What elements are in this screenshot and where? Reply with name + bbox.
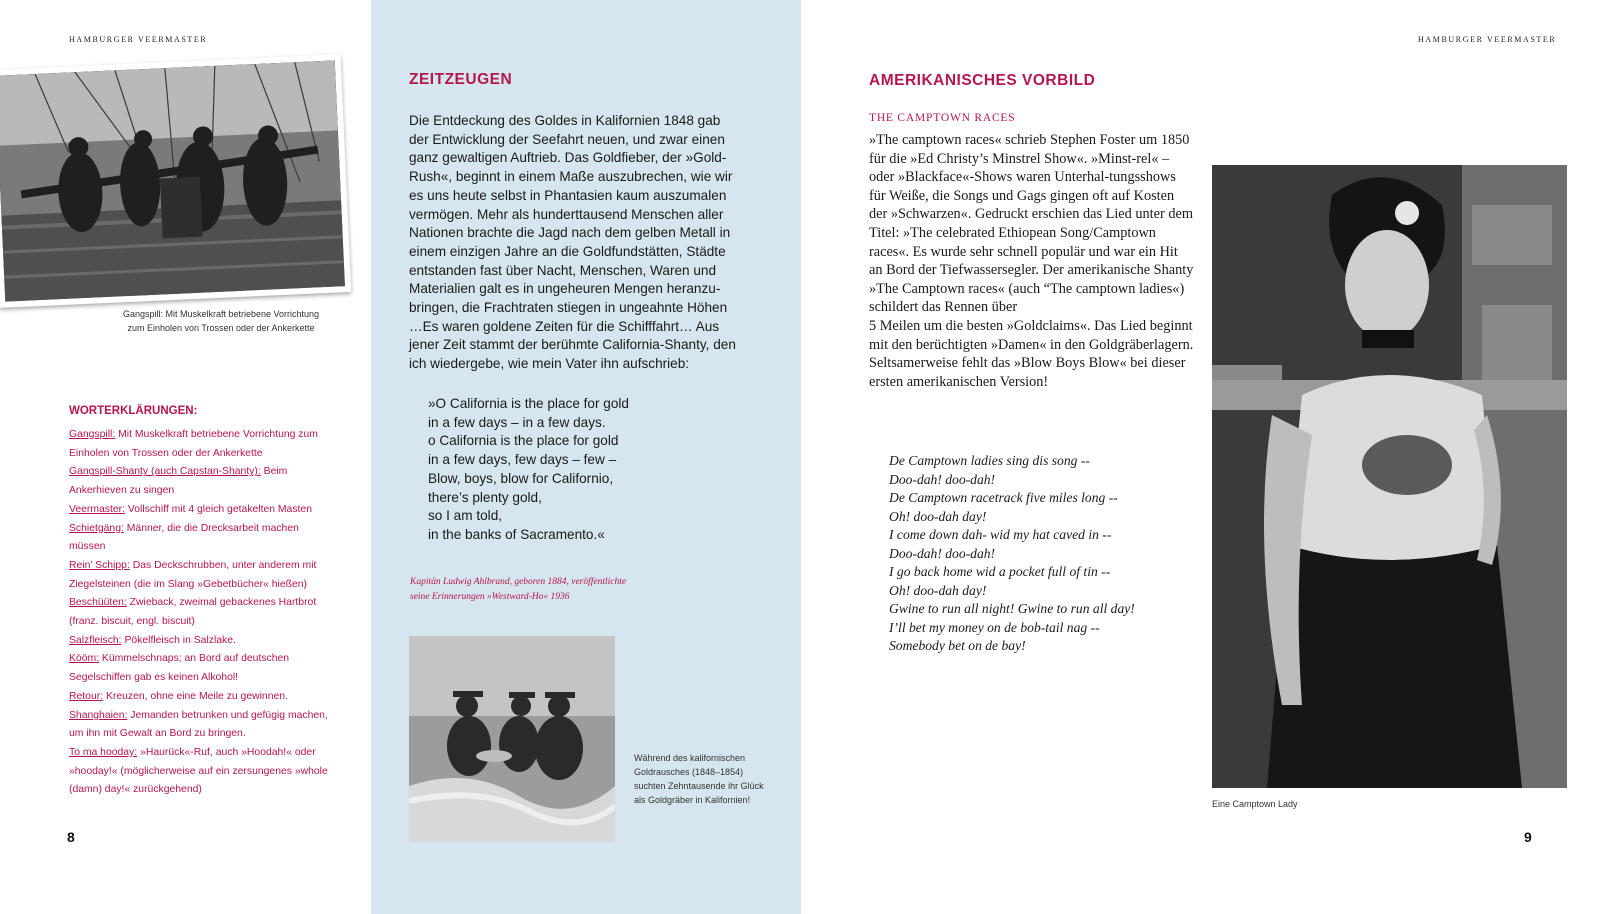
running-head-left: HAMBURGER VEERMASTER — [69, 35, 208, 44]
song-line: Oh! doo-dah day! — [889, 508, 987, 524]
song-line: I go back home wid a pocket full of tin -- — [889, 564, 1111, 579]
right-heading: AMERIKANISCHES VORBILD — [869, 72, 1096, 89]
verse-line: so I am told, — [428, 508, 503, 524]
glossary-item — [69, 594, 334, 631]
glossary-definition: Kümmelschnaps; an Bord auf deutschen Segelschiffen gab es keinen Alkohol! — [69, 653, 290, 684]
glossary-definition: Beim Ankerhieven zu singen — [69, 466, 288, 497]
glossary-definition: Männer, die die Drecksarbeit machen müssen — [69, 522, 299, 553]
song-line: Gwine to run all night! Gwine to run all day! — [889, 601, 1135, 616]
verse-line: o California is the place for gold — [428, 433, 619, 449]
glossary-item — [69, 520, 334, 557]
glossary-item — [69, 463, 334, 500]
glossary-item — [69, 632, 334, 651]
right-body-text: »The camptown races« schrieb Stephen Foster um 1850 für die »Ed Christy’s Minstrel Show«. »Minst-rel« – oder »Blackface«-Shows waren Unterhal-tungsshows für Weiße, die Songs und Gags gingen oft auf Kosten der »Schwarzen«. Gedruckt erschien das Lied unter dem Titel: »The celebrated Ethiopean Song/Camptown races«. Es wurde sehr schnell populär und war ein Hit an Bord der Tiefwassersegler. Der amerikanische Shanty »The Camptown races« (auch “The camptown ladies«) schildert das Rennen über — [869, 132, 1194, 316]
ship-deck-photo-frame — [0, 54, 351, 308]
glossary-item — [69, 744, 334, 800]
glossary-definition: Das Deckschrubben, unter anderem mit Ziegelsteinen (die im Slang »Gebetbücher« hießen) — [69, 559, 317, 590]
glossary-definition: Kreuzen, ohne eine Meile zu gewinnen. — [103, 690, 288, 702]
glossary-item — [69, 707, 334, 744]
song-line: I come down dah- wid my hat caved in -- — [889, 527, 1112, 542]
glossary-term: Beschüüten: — [69, 597, 127, 609]
glossary-list — [69, 426, 334, 800]
camptown-lady-photo — [1212, 165, 1567, 788]
verse-line: in the banks of Sacramento.« — [428, 526, 605, 542]
right-body-block — [869, 131, 1194, 391]
song-line: Doo-dah! doo-dah! — [889, 471, 996, 487]
song-line: Somebody bet on de bay! — [889, 638, 1026, 653]
glossary-item — [69, 501, 334, 520]
glossary-item — [69, 426, 334, 463]
song-line: De Camptown racetrack five miles long -- — [889, 490, 1118, 505]
song-line: Doo-dah! doo-dah! — [889, 545, 996, 561]
glossary-term: Kööm: — [69, 653, 100, 665]
verse-line: in a few days, few days – few – — [428, 452, 617, 468]
glossary-definition: »Haurück«-Ruf, auch »Hoodah!« oder »hooday!« (möglicherweise auf ein zersungenes »whole (damn) day!« zurückgehend) — [69, 746, 328, 796]
page-number-right: 9 — [1524, 829, 1532, 845]
middle-heading: ZEITZEUGEN — [409, 71, 513, 88]
song-line: De Camptown ladies sing dis song -- — [889, 453, 1090, 468]
gold-prospectors-photo — [409, 636, 615, 842]
glossary-term: Retour: — [69, 690, 104, 702]
glossary-definition: Pökelfleisch in Salzlake. — [121, 634, 236, 646]
glossary-item — [69, 650, 334, 687]
california-verse — [428, 395, 728, 545]
glossary-item — [69, 557, 334, 594]
ship-photo-caption-line: zum Einholen von Trossen oder der Ankerkette — [127, 323, 315, 333]
glossary-term: Veermaster: — [69, 503, 126, 515]
glossary-term: To ma hooday: — [69, 746, 138, 758]
middle-body-text: Die Entdeckung des Goldes in Kalifornien 1848 gab der Entwicklung der Seefahrt neuen, und zwar einen ganz gewaltigen Auftrieb. Das Goldfieber, der »Gold-Rush«, beginnt in einem Maße auszubrechen, wie wir es uns heute selbst in Phantasien kaum auszumalen vermögen. Mehr als hunderttausend Menschen aller Nationen brachte die Jagd nach dem gelben Metall in einem einzigen Jahre an die Goldfundstätten, Städte entstanden fast über Nacht, Menschen, Waren und Materialien galt es in ungeheuren Mengen heranzu-bringen, die Frachtraten stiegen in ungeahnte Höhen …Es waren goldene Zeiten für die Schifffahrt… Aus jener Zeit stammt der berühmte California-Shanty, den ich wiedergebe, wie mein Vater ihn aufschrieb: — [409, 113, 736, 372]
lady-photo-caption: Eine Camptown Lady — [1212, 799, 1298, 809]
page-number-left: 8 — [67, 829, 75, 845]
glossary-heading: WORTERKLÄRUNGEN: — [69, 405, 198, 417]
source-note-line: seine Erinnerungen »Westward-Ho« 1936 — [410, 592, 570, 602]
glossary-definition: Mit Muskelkraft betriebene Vorrichtung zum Einholen von Trossen oder der Ankerkette — [69, 429, 318, 459]
verse-line: Blow, boys, blow for Californio, — [428, 470, 614, 486]
gold-photo-caption-line: als Goldgräber in Kalifornien! — [634, 795, 751, 805]
glossary-item — [69, 688, 334, 707]
ship-photo-caption — [101, 307, 341, 335]
gold-photo-caption-line: Goldrausches (1848–1854) — [634, 767, 744, 777]
glossary-term: Rein’ Schipp: — [69, 559, 130, 571]
verse-line: there’s plenty gold, — [428, 489, 542, 505]
gold-photo-caption-line: Während des kalifornischen — [634, 753, 746, 763]
glossary-definition: Zwieback, zweimal gebackenes Hartbrot (franz. biscuit, engl. biscuit) — [69, 597, 317, 628]
right-subheading: THE CAMPTOWN RACES — [869, 112, 1016, 124]
glossary-term: Schietgäng: — [69, 522, 124, 534]
gold-photo-caption-line: suchten Zehntausende ihr Glück — [634, 781, 764, 791]
gold-photo-caption — [634, 751, 784, 807]
song-line: I’ll bet my money on de bob-tail nag -- — [889, 619, 1100, 635]
verse-line: »O California is the place for gold — [428, 396, 629, 411]
verse-line: in a few days – in a few days. — [428, 414, 606, 430]
camptown-song — [889, 452, 1189, 656]
running-head-right: HAMBURGER VEERMASTER — [1418, 35, 1557, 44]
glossary-definition: Vollschiff mit 4 gleich getakelten Masten — [125, 503, 312, 515]
ship-photo-caption-line: Gangspill: Mit Muskelkraft betriebene Vorrichtung — [122, 309, 320, 319]
glossary-definition: Jemanden betrunken und gefügig machen, um ihn mit Gewalt an Bord zu bringen. — [69, 709, 328, 740]
glossary-term: Salzfleisch: — [69, 634, 122, 646]
source-note — [410, 575, 710, 605]
source-note-line: Kapitän Ludwig Ahlbrand, geboren 1884, veröffentlichte — [410, 577, 627, 587]
ship-deck-photo — [0, 60, 345, 301]
song-line: Oh! doo-dah day! — [889, 582, 987, 598]
glossary-term: Gangspill: — [69, 429, 116, 440]
right-body-text-continued: 5 Meilen um die besten »Goldclaims«. Das Lied beginnt mit den berüchtigten »Damen« in den Goldgräberlagern. Seltsamerweise fehlt das »Blow Boys Blow« bei dieser ersten amerikanischen Version! — [869, 317, 1194, 390]
glossary-term: Shanghaien: — [69, 709, 128, 721]
glossary-term: Gangspill-Shanty (auch Capstan-Shanty): — [69, 466, 261, 478]
